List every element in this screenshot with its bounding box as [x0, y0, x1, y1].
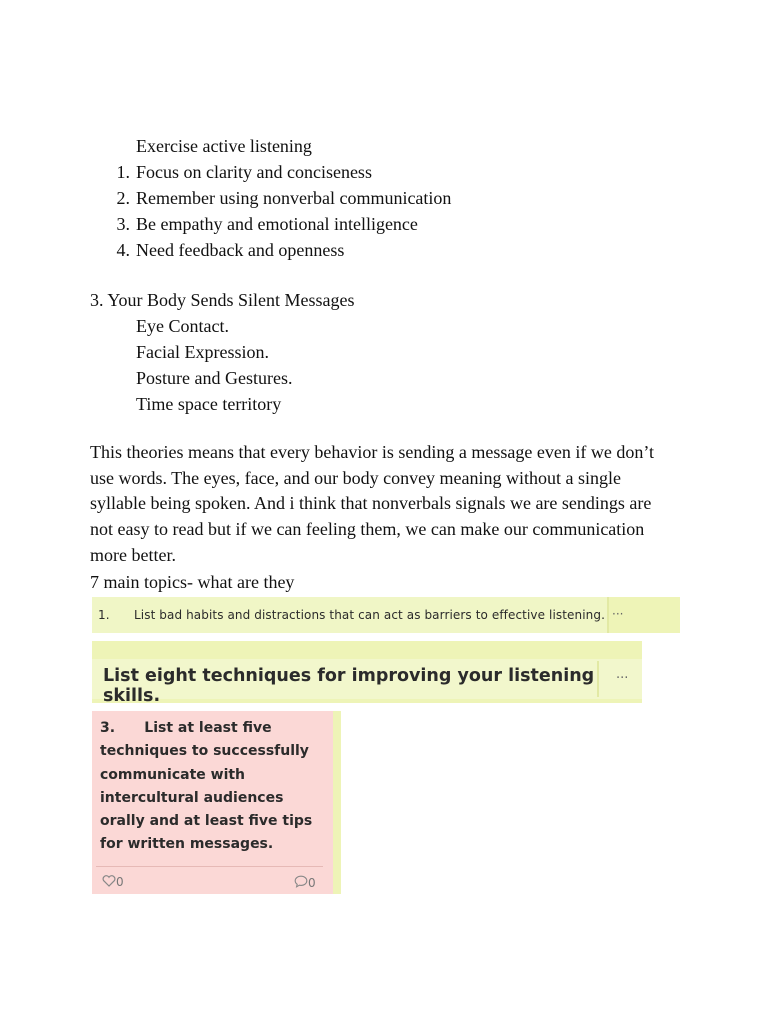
list-item-number: 3. — [116, 214, 130, 234]
divider — [597, 661, 599, 697]
comment-button[interactable] — [294, 875, 316, 890]
list-item-number: 1. — [116, 162, 130, 182]
note-card-intercultural[interactable] — [92, 711, 341, 894]
more-options-button[interactable]: ··· — [616, 671, 629, 686]
heart-icon — [102, 875, 116, 887]
note-number: 1. — [98, 608, 110, 622]
list-item — [108, 185, 451, 211]
like-count: 0 — [116, 875, 124, 889]
list-item-text: Focus on clarity and conciseness — [136, 162, 372, 182]
list-item-number: 2. — [116, 188, 130, 208]
topics-line: 7 main topics- what are they — [90, 572, 295, 592]
adjacent-note-edge — [333, 711, 341, 894]
list-item — [108, 237, 344, 263]
list-item-number: 4. — [116, 240, 130, 260]
note-card-barriers[interactable] — [92, 597, 680, 633]
list-item-text: Need feedback and openness — [136, 240, 345, 260]
comment-count: 0 — [308, 876, 316, 890]
comment-icon — [294, 875, 308, 888]
list-item — [108, 211, 418, 237]
body-paragraph: This theories means that every behavior is sending a message even if we don’t use words. The eyes, face, and our body convey meaning without a single syllable being spoken. And i think that nonverbals signals we are sendings are not easy to read but if we can feeling them, we can make our communication more better. — [90, 442, 655, 565]
list-item — [108, 159, 372, 185]
section-item: Eye Contact. — [136, 316, 229, 336]
divider — [96, 866, 323, 867]
like-button[interactable] — [102, 875, 124, 889]
note-card-listening-techniques[interactable] — [92, 641, 642, 706]
more-options-button[interactable]: ··· — [612, 607, 624, 621]
note-card-text — [98, 608, 605, 622]
section-item: Posture and Gestures. — [136, 368, 293, 388]
note-text: List eight techniques for improving your listening skills. — [103, 666, 595, 706]
note-text: 3. List at least five techniques to successfully communicate with intercultural audiences orally and at least five tips for written messages. — [100, 720, 318, 853]
list-item-text: Remember using nonverbal communication — [136, 188, 452, 208]
section-heading: 3. Your Body Sends Silent Messages — [90, 290, 355, 310]
list-lead: Exercise active listening — [136, 136, 312, 156]
list-item-text: Be empathy and emotional intelligence — [136, 214, 418, 234]
section-item: Time space territory — [136, 394, 282, 414]
note-text: List bad habits and distractions that can act as barriers to effective listening. — [134, 608, 605, 622]
section-item: Facial Expression. — [136, 342, 269, 362]
